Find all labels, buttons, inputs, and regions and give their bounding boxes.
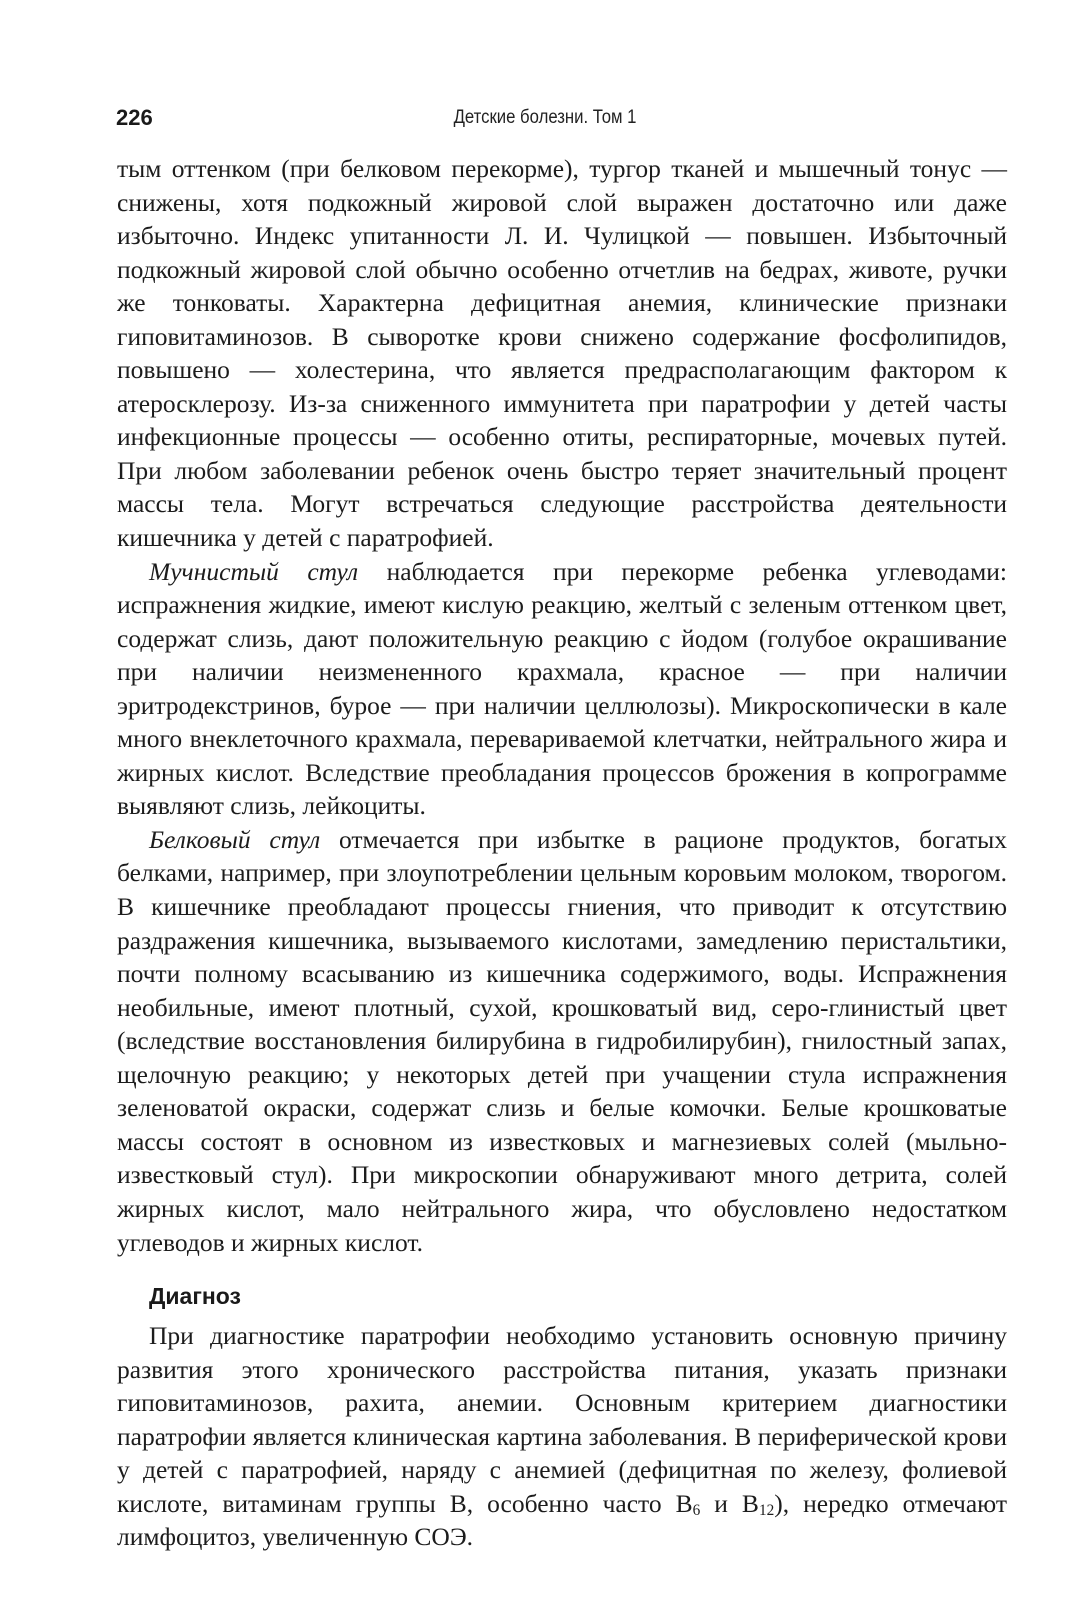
paragraph-mealy-stool-text: наблюдается при перекорме ребенка углеводами: испражнения жидкие, имеют кислую реакцию, желтый с зеленым оттенком цвет, содержат слизь, дают положительную реакцию с йодом (голубое окрашивание при наличии неизмененного крахмала, красное — при наличии эритродекстринов, бурое — при наличии целлюлозы). Микроскопически в кале много внеклеточного крахмала, перевариваемой клетчатки, нейтрального жира и жирных кислот. Вследствие преобладания процессов брожения в копрограмме выявляют слизь, лейкоциты. xyxy=(117,556,1007,821)
paragraph-diagnosis-text-a: При диагностике паратрофии необходимо установить основную причину развития этого хронического расстройства питания, указать признаки гиповитаминозов, рахита, анемии. Основным критерием диагностики паратрофии является клиническая картина заболевания. В периферической крови у детей с паратрофией, наряду с анемией (дефицитная по железу, фолиевой кислоте, витаминам группы В, особенно часто В xyxy=(117,1321,1007,1518)
paragraph-protein-stool-text: отмечается при избытке в рационе продуктов, богатых белками, например, при злоупотреблении цельным коровьим молоком, творогом. В кишечнике преобладают процессы гниения, что приводит к отсутствию раздражения кишечника, вызываемого кислотами, замедлению перистальтики, почти полному всасыванию из кишечника содержимого, воды. Испражнения необильные, имеют плотный, сухой, крошковатый вид, серо-глинистый цвет (вследствие восстановления билирубина в гидробилирубин), гнилостный запах, щелочную реакцию; у некоторых детей при учащении стула испражнения зеленоватой окраски, содержат слизь и белые комочки. Белые крошковатые массы состоят в основном из известковых и магнезиевых солей (мыльно-известковый стул). При микроскопии обнаруживают много детрита, солей жирных кислот, мало нейтрального жира, что обусловлено недостатком углеводов и жирных кислот. xyxy=(117,824,1007,1257)
running-title: Детские болезни. Том 1 xyxy=(453,107,637,128)
body-text xyxy=(117,152,1007,1554)
term-mealy-stool: Мучнистый стул xyxy=(149,556,359,586)
subscript-b6: 6 xyxy=(692,1501,701,1519)
paragraph-mealy-stool xyxy=(117,555,1007,823)
paragraph-diagnosis-text-b: и В xyxy=(700,1488,759,1518)
term-protein-stool: Белковый стул xyxy=(149,824,321,854)
subscript-b12: 12 xyxy=(758,1501,775,1519)
paragraph-protein-stool xyxy=(117,823,1007,1259)
page-number: 226 xyxy=(116,105,153,130)
paragraph-continuation: тым оттенком (при белковом перекорме), тургор тканей и мышечный тонус — снижены, хотя подкожный жировой слой выражен достаточно или даже избыточно. Индекс упитанности Л. И. Чулицкой — повышен. Избыточный подкожный жировой слой обычно особенно отчетлив на бедрах, животе, ручки же тонковаты. Характерна дефицитная анемия, клинические признаки гиповитаминозов. В сыворотке крови снижено содержание фосфолипидов, повышено — холестерина, что является предрасполагающим фактором к атеросклерозу. Из-за сниженного иммунитета при паратрофии у детей часты инфекционные процессы — особенно отиты, респираторные, мочевых путей. При любом заболевании ребенок очень быстро теряет значительный процент массы тела. Могут встречаться следующие расстройства деятельности кишечника у детей с паратрофией. xyxy=(117,154,1007,553)
page-header xyxy=(116,101,974,141)
paragraph-diagnosis-text-c: ), нередко отмечают лимфоцитоз, увеличенную СОЭ. xyxy=(117,1488,1008,1552)
section-heading: Диагноз xyxy=(149,1283,241,1310)
paragraph-diagnosis xyxy=(117,1319,1007,1554)
